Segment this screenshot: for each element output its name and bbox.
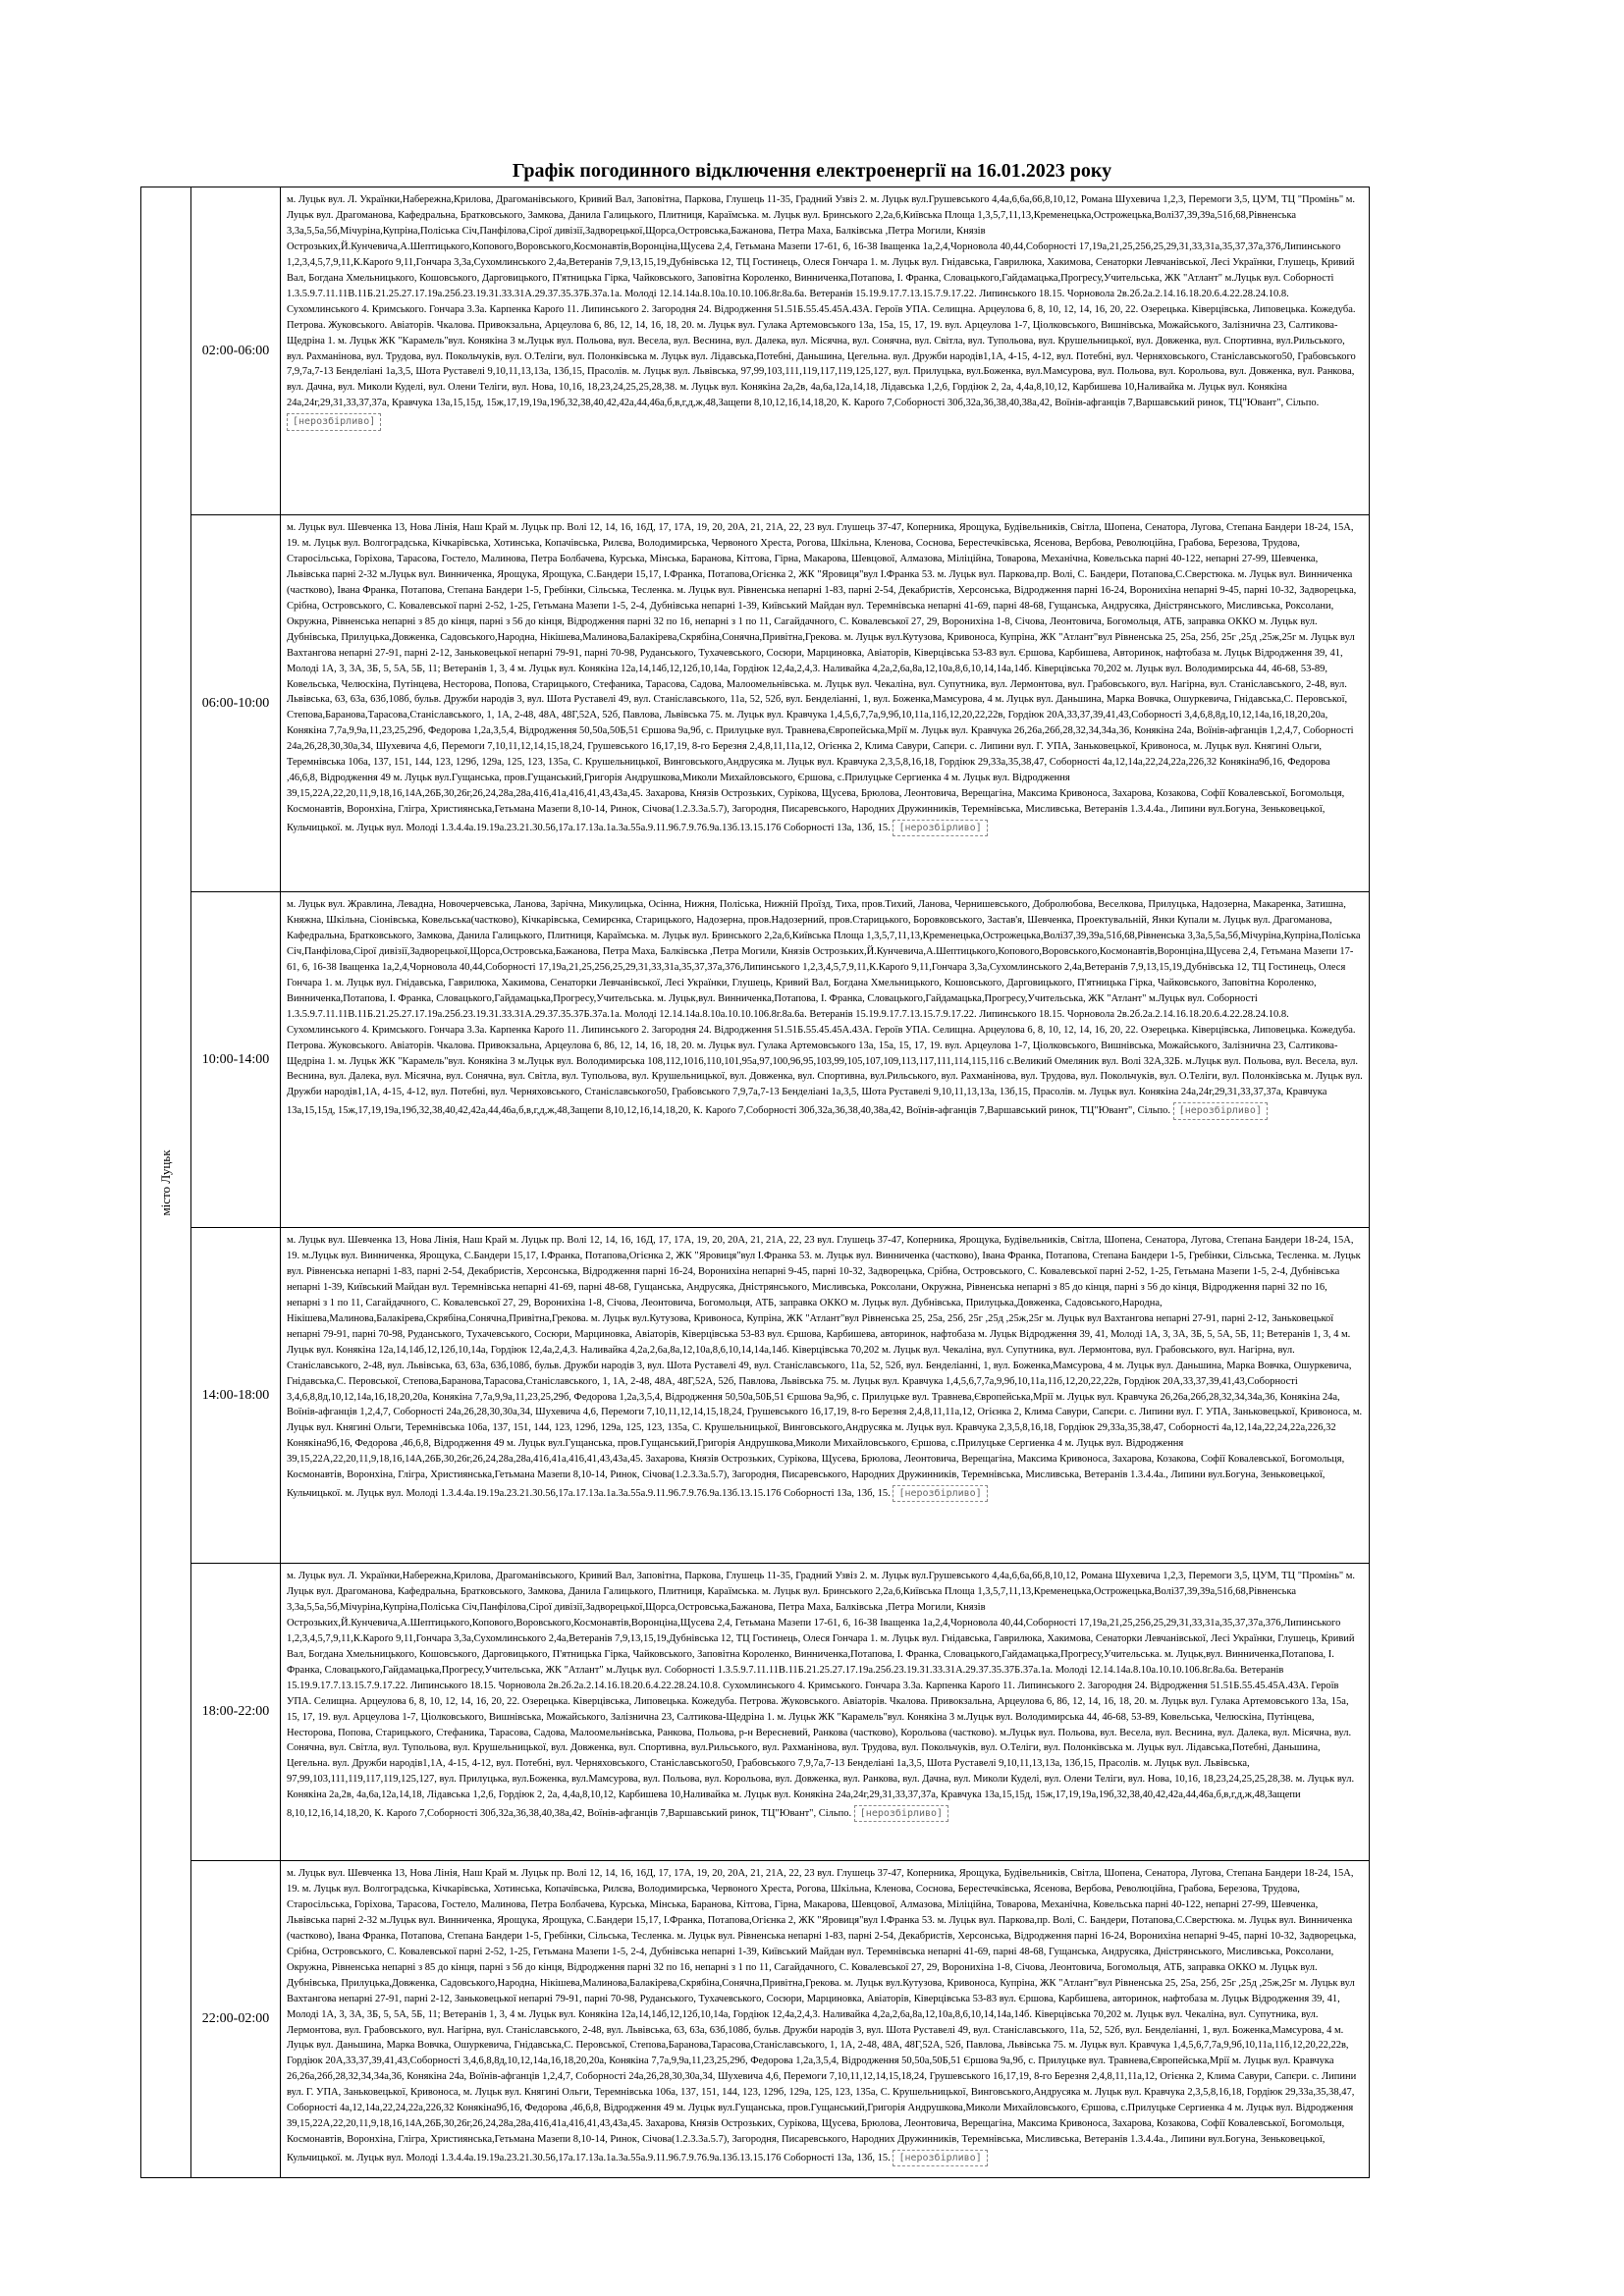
illegible-marker: [нерозбірливо]	[893, 820, 987, 836]
schedule-row	[141, 1861, 1370, 2178]
address-list-text: м. Луцьк вул. Л. Українки,Набережна,Крилова, Драгоманівського, Кривий Вал, Заповітна, Паркова, Глушець 11-35, Градний Узвіз 2. м. Луцьк вул.Грушевського 4,4а,6,6а,66,8,10,12, Романа Шухевича 1,2,3, Перемоги 3,5, ЦУМ, ТЦ "Промінь" м. Луцьк вул. Драгоманова, Кафедральна, Братковського, Замкова, Данила Галицького, Плитниця, Караїмська. м. Луцьк вул. Бринського 2,2а,6,Київська Площа 1,3,5,7,11,13,Кременецька,Острожецька,Волі37,39,39а,51б,68,Рівненська 3,3а,5,5а,5б,Мічуріна,Купріна,Поліська Січ,Панфілова,Сірої дивізії,Задворецької,Щорса,Островська,Бажанова, Петра Маха, Балківська ,Петра Могили, Князів Острозьких,Й.Кунчевича,А.Шептицького,Копового,Воровського,Космонавтів,Воронціна,Щусева 2,4, Гетьмана Мазепи 17-61, 6, 16-38 Іващенка 1а,2,4,Чорновола 40,44,Соборності 17,19а,21,25,256,25,29,31,33,31а,35,37,37а,376,Липинського 1,2,3,4,5,7,9,11,К.Кароґо 9,11,Гончара 3,3а,Сухомлинського 2,4а,Ветеранів 7,9,13,15,19,Дубнівська 12, ТЦ Гостинець, Олеся Гончара 1. м. Луцьк вул. Гнідавська, Гаврилюка, Хакимова, Сенаторки Левчанівської, Лесі Українки, Глушець, Кривий Вал, Богдана Хмельницького, Кошовського, Дарговицького, П'ятницька Гірка, Чайковського, Заповітна Короленко, Винниченка,Потапова, І. Франка, Словацького,Гайдамацька,Прогресу,Учительська, ЖК "Атлант" м.Луцьк вул. Соборності 1.3.5.9.7.11.11В.11Б.21.25.27.17.19а.25б.23.19.31.33.31А.29.37.35.37Б.37а.1а. Молоді 12.14.14а.8.10а.10.10.106.8г.8а.6а. Ветеранів 15.19.9.17.7.13.15.7.9.17.22. Липинського 18.15. Чорновола 2в.2б.2а.2.14.16.18.20.6.4.22.28.24.10.8. Сухомлинського 4. Кримського. Гончара 3.3а. Карпенка Кароґо 11. Липинського 2. Загородня 24. Відродження 51.51Б.55.45.45А.43А. Героїв УПА. Селищна. Арцеулова 6, 8, 10, 12, 14, 16, 20, 22. Озерецька. Ківерцівська, Липовецька. Кожедуба. Петрова. Жуковського. Авіаторів. Чкалова. Привокзальна, Арцеулова 6, 86, 12, 14, 16, 18, 20. м. Луцьк вул. Гулака Артемовського 13а, 15а, 15, 17, 19. вул. Арцеулова 1-7, Ціолковського, Вишнівська, Можайського, Залізнична 23, Салтикова-Щедріна 1. м. Луцьк ЖК "Карамель"вул. Конякіна 3 м.Луцьк вул. Польова, вул. Весела, вул. Веснина, вул. Далека, вул. Місячна, вул. Сонячна, вул. Світла, вул. Тупольова, вул. Крушельницької, вул. Довженка, вул. Спортивна, вул.Рильського, вул. Рахманінова, вул. Трудова, вул. Покольчуків, вул. О.Теліги, вул. Полонківська м. Луцьк вул. Лідавська,Потебні, Даньшина, Цегельна. вул. Дружби народів1,1А, 4-15, 4-12, вул. Потебні, вул. Черняховського, Станіславського50, Грабовського 7,9,7а,7-13 Бенделіані 1а,3,5, Шота Руставелі 9,10,11,13,13а, 13б,15, Прасолів. м. Луцьк вул. Львівська, 97,99,103,111,119,117,119,125,127, вул. Прилуцька, вул.Боженка, вул.Мамсурова, вул. Польова, вул. Корольова, вул. Довженка, вул. Ранкова, вул. Дачна, вул. Миколи Куделі, вул. Олени Теліги, вул. Нова, 10,16, 18,23,24,25,25,28,38. м. Луцьк вул. Конякіна 2а,2в, 4а,6а,12а,14,18, Лідавська 1,2,6, Гордіюк 2, 2а, 4,4а,8,10,12, Карбишева 10,Наливайка м. Луцьк вул. Конякіна 24а,24г,29,31,33,37,37а, Кравчука 13а,15,15д, 15ж,17,19,19а,19б,32,38,40,42,42а,44,46а,б,в,г,д,ж,48,Защепи 8,10,12,16,14,18,20, К. Кароґо 7,Соборності 30б,32а,36,38,40,38а,42, Воїнів-афганців 7,Варшавський ринок, ТЦ"Ювант", Сільпо.	[287, 194, 1356, 409]
illegible-marker: [нерозбірливо]	[893, 1485, 987, 1502]
address-list-text: м. Луцьк вул. Л. Українки,Набережна,Крилова, Драгоманівського, Кривий Вал, Заповітна, Паркова, Глушець 11-35, Градний Узвіз 2. м. Луцьк вул.Грушевського 4,4а,6,6а,66,8,10,12, Романа Шухевича 1,2,3, Перемоги 3,5, ЦУМ, ТЦ "Промінь" м. Луцьк вул. Драгоманова, Кафедральна, Братковського, Замкова, Данила Галицького, Плитниця, Караїмська. м. Луцьк вул. Бринського 2,2а,6,Київська Площа 1,3,5,7,11,13,Кременецька,Острожецька,Волі37,39,39а,51б,68,Рівненська 3,3а,5,5а,5б,Мічуріна,Купріна,Поліська Січ,Панфілова,Сірої дивізії,Задворецької,Щорса,Островська,Бажанова, Петра Маха, Балківська ,Петра Могили, Князів Острозьких,Й.Кунчевича,А.Шептицького,Копового,Воровського,Космонавтів,Воронціна,Щусева 2,4, Гетьмана Мазепи 17-61, 6, 16-38 Іващенка 1а,2,4,Чорновола 40,44,Соборності 17,19а,21,25,256,25,29,31,33,31а,35,37,37а,376,Липинського 1,2,3,4,5,7,9,11,К.Кароґо 9,11,Гончара 3,3а,Сухомлинського 2,4а,Ветеранів 7,9,13,15,19,Дубнівська 12, ТЦ Гостинець, Олеся Гончара 1. м. Луцьк вул. Гнідавська, Гаврилюка, Хакимова, Сенаторки Левчанівської, Лесі Українки, Глушець, Кривий Вал, Богдана Хмельницького, Кошовського, Дарговицького, П'ятницька Гірка, Чайковського, Заповітна Короленко, Винниченка,Потапова, І. Франка, Словацького,Гайдамацька,Прогресу,Учительська. м. Луцьк,вул. Винниченка,Потапова, І. Франка, Словацького,Гайдамацька,Прогресу,Учительська, ЖК "Атлант" м.Луцьк вул. Соборності 1.3.5.9.7.11.11В.11Б.21.25.27.17.19а.25б.23.19.31.33.31А.29.37.35.37Б.37а.1а. Молоді 12.14.14а.8.10а.10.10.106.8г.8а.6а. Ветеранів 15.19.9.17.7.13.15.7.9.17.22. Липинського 18.15. Чорновола 2в.2б.2а.2.14.16.18.20.6.4.22.28.24.10.8. Сухомлинського 4. Кримського. Гончара 3.3а. Карпенка Кароґо 11. Липинського 2. Загородня 24. Відродження 51.51Б.55.45.45А.43А. Героїв УПА. Селищна. Арцеулова 6, 8, 10, 12, 14, 16, 20, 22. Озерецька. Ківерцівська, Липовецька. Кожедуба. Петрова. Жуковського. Авіаторів. Чкалова. Привокзальна, Арцеулова 6, 86, 12, 14, 16, 18, 20. м. Луцьк вул. Гулака Артемовського 13а, 15а, 15, 17, 19. вул. Арцеулова 1-7, Ціолковського, Вишнівська, Можайського, Залізнична 23, Салтикова-Щедріна 1. м. Луцьк ЖК "Карамель"вул. Конякіна 3 м.Луцьк вул. Володимирська 44, 46-68, 53-89, Ковельська, Челюскіна, Путінцева, Несторова, Попова, Старицького, Стефаника, Тарасова, Садова, Малоомельнівська, Ранкова, Польова, р-н Вересневий, Ранкова (частково), Корольова (частково). м.Луцьк вул. Польова, вул. Весела, вул. Веснина, вул. Далека, вул. Місячна, вул. Сонячна, вул. Світла, вул. Тупольова, вул. Крушельницької, вул. Довженка, вул. Спортивна, вул.Рильського, вул. Рахманінова, вул. Трудова, вул. Покольчуків, вул. О.Теліги, вул. Полонківська м. Луцьк вул. Лідавська,Потебні, Даньшина, Цегельна. вул. Дружби народів1,1А, 4-15, 4-12, вул. Потебні, вул. Черняховського, Станіславського50, Грабовського 7,9,7а,7-13 Бенделіані 1а,3,5, Шота Руставелі 9,10,11,13,13а, 13б,15, Прасолів. м. Луцьк вул. Львівська, 97,99,103,111,119,117,119,125,127, вул. Прилуцька, вул.Боженка, вул.Мамсурова, вул. Польова, вул. Корольова, вул. Довженка, вул. Ранкова, вул. Дачна, вул. Миколи Куделі, вул. Олени Теліги, вул. Нова, 10,16, 18,23,24,25,25,28,38. м. Луцьк вул. Конякіна 2а,2в, 4а,6а,12а,14,18, Лідавська 1,2,6, Гордіюк 2, 2а, 4,4а,8,10,12, Карбишева 10,Наливайка м. Луцьк вул. Конякіна 24а,24г,29,31,33,37,37а, Кравчука 13а,15,15д, 15ж,17,19,19а,19б,32,38,40,42,42а,44,46а,б,в,г,д,ж,48,Защепи 8,10,12,16,14,18,20, К. Кароґо 7,Соборності 30б,32а,36,38,40,38а,42, Воїнів-афганців 7,Варшавський ринок, ТЦ"Ювант", Сільпо.	[287, 1571, 1356, 1820]
address-list	[281, 187, 1370, 515]
schedule-row	[141, 187, 1370, 515]
address-list-text: м. Луцьк вул. Жравлина, Левадна, Новочерчевська, Ланова, Зарічна, Микулицька, Осінна, Нижня, Поліська, Нижній Проїзд, Тиха, пров.Тихий, Ланова, Чернишевського, Добролюбова, Веселкова, Прилуцька, Надозерна, Макаренка, Затишна, Княжна, Шкільна, Сіонівська, Ковельська(частково), Кічкарівська, Семирєнка, Старицького, Надозерна, пров.Надозерний, пров.Старицького, Боровковського, Застав'я, Шевченка, Проектувальній, Янки Купали м. Луцьк вул. Драгоманова, Кафедральна, Братковського, Замкова, Данила Галицького, Плитниця, Караїмська. м. Луцьк вул. Бринського 2,2а,6,Київська Площа 1,3,5,7,11,13,Кременецька,Острожецька,Волі37,39,39а,51б,68,Рівненська 3,3а,5,5а,5б,Мічуріна,Купріна,Поліська Січ,Панфілова,Сірої дивізії,Задворецької,Щорса,Островська,Бажанова, Петра Маха, Балківська ,Петра Могили, Князів Острозьких,Й.Кунчевича,А.Шептицького,Копового,Воровського,Космонавтів,Воронціна,Щусева 2,4, Гетьмана Мазепи 17-61, 6, 16-38 Іващенка 1а,2,4,Чорновола 40,44,Соборності 17,19а,21,25,256,25,29,31,33,31а,35,37,37а,376,Липинського 1,2,3,4,5,7,9,11,К.Кароґо 9,11,Гончара 3,3а,Сухомлинського 2,4а,Ветеранів 7,9,13,15,19,Дубнівська 12, ТЦ Гостинець, Олеся Гончара 1. м. Луцьк вул. Гнідавська, Гаврилюка, Хакимова, Сенаторки Левчанівської, Лесі Українки, Глушець, Кривий Вал, Богдана Хмельницького, Кошовського, Дарговицького, П'ятницька Гірка, Чайковського, Заповітна Короленко, Винниченка,Потапова, І. Франка, Словацького,Гайдамацька,Прогресу,Учительська. м. Луцьк,вул. Винниченка,Потапова, І. Франка, Словацького,Гайдамацька,Прогресу,Учительська, ЖК "Атлант" м.Луцьк вул. Соборності 1.3.5.9.7.11.11В.11Б.21.25.27.17.19а.25б.23.19.31.33.31А.29.37.35.37Б.37а.1а. Молоді 12.14.14а.8.10а.10.10.106.8г.8а.6а. Ветеранів 15.19.9.17.7.13.15.7.9.17.22. Липинського 18.15. Чорновола 2в.2б.2а.2.14.16.18.20.6.4.22.28.24.10.8. Сухомлинського 4. Кримського. Гончара 3.3а. Карпенка Кароґо 11. Липинського 2. Загородня 24. Відродження 51.51Б.55.45.45А.43А. Героїв УПА. Селищна. Арцеулова 6, 8, 10, 12, 14, 16, 20, 22. Озерецька. Ківерцівська, Липовецька. Кожедуба. Петрова. Жуковського. Авіаторів. Чкалова. Привокзальна, Арцеулова 6, 86, 12, 14, 16, 18, 20. м. Луцьк вул. Гулака Артемовського 13а, 15а, 15, 17, 19. вул. Арцеулова 1-7, Ціолковського, Вишнівська, Можайського, Залізнична 23, Салтикова-Щедріна 1. м. Луцьк ЖК "Карамель"вул. Конякіна 3 м.Луцьк вул. Володимирська 108,112,1016,110,101,95а,97,100,96,95,103,99,105,107,109,113,117,111,114,115,116 с.Великий Омеляник вул. Волі 32А,32Б. м.Луцьк вул. Польова, вул. Весела, вул. Веснина, вул. Далека, вул. Місячна, вул. Сонячна, вул. Світла, вул. Тупольова, вул. Крушельницької, вул. Довженка, вул. Спортивна, вул.Рильського, вул. Рахманінова, вул. Трудова, вул. Покольчуків, вул. О.Теліги, вул. Полонківська м. Луцьк вул. Дружби народів1,1А, 4-15, 4-12, вул. Потебні, вул. Черняховського, Станіславського50, Грабовського 7,9,7а,7-13 Бенделіані 1а,3,5, Шота Руставелі 9,10,11,13,13а, 13б,15, Прасолів. м. Луцьк вул. Конякіна 24а,24г,29,31,33,37,37а, Кравчука 13а,15,15д, 15ж,17,19,19а,19б,32,38,40,42,42а,44,46а,б,в,г,д,ж,48,Защепи 8,10,12,16,14,18,20, К. Кароґо 7,Соборності 30б,32а,36,38,40,38а,42, Воїнів-афганців 7,Варшавський ринок, ТЦ"Ювант", Сільпо.	[287, 899, 1363, 1117]
time-slot: 06:00-10:00	[191, 515, 281, 892]
address-list-text: м. Луцьк вул. Шевченка 13, Нова Лінія, Наш Край м. Луцьк пр. Волі 12, 14, 16, 16Д, 17, 17А, 19, 20, 20А, 21, 21А, 22, 23 вул. Глушець 37-47, Коперника, Ярощука, Будівельників, Світла, Шопена, Сенатора, Лугова, Степана Бандери 18-24, 15А, 19. м. Луцьк вул. Волгоградська, Кічкарівська, Хотинська, Копачівська, Рилєва, Володимирська, Червоного Хреста, Рогова, Шкільна, Кленова, Соснова, Берестечківська, Ясенова, Вербова, Революційна, Грабова, Березова, Трудова, Старосільська, Горіхова, Тарасова, Гостело, Малинова, Петра Болбачева, Курська, Мінська, Баранова, Кітгова, Гірна, Макарова, Шевцової, Алмазова, Міліційна, Товарова, Механічна, Ковельська парні 40-122, непарні 27-99, Шевченка, Львівська парні 2-32 м.Луцьк вул. Винниченка, Ярощука, Ярощука, С.Бандери 15,17, І.Франка, Потапова,Огієнка 2, ЖК "Яровиця"вул І.Франка 53. м. Луцьк вул. Паркова,пр. Волі, С. Бандери, Потапова,С.Сверстюка. м. Луцьк вул. Винниченка (частково), Івана Франка, Потапова, Степана Бандери 1-5, Гребінки, Сільська, Тесленка. м. Луцьк вул. Рівненська непарні 1-83, парні 2-54, Декабристів, Херсонська, Відродження парні 16-24, Воронихіна непарні 9-45, парні 10-32, Задворецька, Срібна, Островського, С. Ковалевської парні 2-52, 1-25, Гетьмана Мазепи 1-5, 2-4, Дубнівська непарні 1-39, Київський Майдан вул. Теремнівська непарні 41-69, парні 48-68, Гущанська, Андрусяка, Дністрянського, Мисливська, Роксолани, Окружна, Рівненська непарні з 85 до кінця, парні з 56 до кінця, Відродження парні 32 по 16, непарні з 1 по 11, Сагайдачного, С. Ковалевської 27, 29, Воронихіна 1-8, Січова, Леонтовича, Богомольця, АТБ, заправка ОККО м. Луцьк вул. Дубнівська, Прилуцька,Довженка, Садовського,Народна, Нікішева,Малинова,Балакірева,Скрябіна,Сонячна,Привітна,Грекова. м. Луцьк вул.Кутузова, Кривоноса, Купріна, ЖК "Атлант"вул Рівненська 25, 25а, 25б, 25г ,25д ,25ж,25г м. Луцьк вул Вахтангова непарні 27-91, парні 2-12, Заньковецької непарні 79-91, парні 70-98, Руданського, Тухачевського, Сосюри, Марциновка, Авіаторів, Ківерцівська 53-83 вул. Єршова, Карбишева, авторинок, нафтобаза м. Луцьк Відродження 39, 41, Молоді 1А, 3, 3А, 3Б, 5, 5А, 5Б, 11; Ветеранів 1, 3, 4 м. Луцьк вул. Конякіна 12а,14,14б,12,12б,10,14а, Гордіюк 12,4а,2,4,3. Наливайка 4,2а,2,6а,8а,12,10а,8,6,10,14,14а,14б. Ківерцівська 70,202 м. Луцьк вул. Чекаліна, вул. Супутника, вул. Лермонтова, вул. Грабовського, вул. Нагірна, вул. Станіславського, 2-48, вул. Львівська, 63, 63а, 63б,108б, бульв. Дружби народів 3, вул. Шота Руставелі 49, вул. Станіславського, 11а, 52, 52б, вул. Бенделіанні, 1, вул. Боженка,Мамсурова, 4 м. Луцьк вул. Даньшина, Марка Вовчка, Ошуркевича, Гнідавська,С. Перовської, Степова,Баранова,Тарасова,Станіславського, 1, 1А, 2-48, 48А, 48Г,52А, 52б, Павлова, Львівська 75. м. Луцьк вул. Кравчука 1,4,5,6,7,7а,9,9б,10,11а,11б,12,20,22,22в, Гордіюк 20А,33,37,39,41,43,Соборності 3,4,6,8,8д,10,12,14а,16,18,20,20а, Конякіна 7,7а,9,9а,11,23,25,29б, Федорова 1,2а,3,5,4, Відродження 50,50а,50Б,51 Єршова 9а,9б, с. Прилуцьке вул. Травнева,Європейська,Мрії м. Луцьк вул. Кравчука 26,26а,26б,28,32,34,34а,36, Конякіна 24а, Воїнів-афганців 1,2,4,7, Соборності 24а,26,28,30,30а,34, Шухевича 4,6, Перемоги 7,10,11,12,14,15,18,24, Грушевського 16,17,19, 8-го Березня 2,4,8,11,11а,12, Огієнка 2, Клима Савури, Сапєри. с. Липини вул. Г. УПА, Заньковецької, Кривоноса, м. Луцьк вул. Княгині Ольги, Теремнівська 106а, 137, 151, 144, 123, 129б, 129а, 125, 123, 135а, С. Крушельницької, Винговського,Андрусяка м. Луцьк вул. Кравчука 2,3,5,8,16,18, Гордіюк 29,33а,35,38,47, Соборності 4а,12,14а,22,24,22а,226,32 Конякіна9б,16, Федорова ,46,6,8, Відродження 49 м. Луцьк вул.Гущанська, пров.Гущанський,Григорія Андрушкова,Миколи Михайловського, Єршова, с.Прилуцьке Сергиенка 4 м. Луцьк вул. Відродження 39,15,22А,22,20,11,9,18,16,14А,26Б,30,26г,26,24,28а,28а,416,41а,416,41,43,43а,45. Захарова, Князів Острозьких, Сурікова, Щусева, Брюлова, Леонтовича, Верещагіна, Максима Кривоноса, Захарова, Козакова, Софії Ковалевської, Богомольця, Космонавтів, Воронхіна, Глігра, Християнська,Гетьмана Мазепи 8,10-14, Ринок, Січова(1.2.3.3а.5.7), Загородня, Писаревського, Народних Дружинників, Теремнівська, Мисливська, Ветеранів 1.3.4.4а., Липини вул.Богуна, Зеньковецької, Кульчицької. м. Луцьк вул. Молоді 1.3.4.4а.19.19а.23.21.30.56,17а.17.13а.1а.3а.55а.9.11.96.7.9.76.9а.13б.13.15.176 Соборності 13а, 13б, 15.	[287, 1868, 1357, 2164]
time-slot: 10:00-14:00	[191, 892, 281, 1228]
address-list	[281, 1861, 1370, 2178]
outage-schedule-table	[140, 187, 1370, 2178]
address-list	[281, 1564, 1370, 1861]
schedule-row	[141, 1228, 1370, 1564]
illegible-marker: [нерозбірливо]	[1173, 1102, 1268, 1119]
page-title: Графік погодинного відключення електроенергії на 16.01.2023 року	[512, 160, 1112, 182]
address-list	[281, 515, 1370, 892]
schedule-row	[141, 1564, 1370, 1861]
schedule-row	[141, 515, 1370, 892]
time-slot: 14:00-18:00	[191, 1228, 281, 1564]
schedule-row	[141, 892, 1370, 1228]
address-list-text: м. Луцьк вул. Шевченка 13, Нова Лінія, Наш Край м. Луцьк пр. Волі 12, 14, 16, 16Д, 17, 17А, 19, 20, 20А, 21, 21А, 22, 23 вул. Глушець 37-47, Коперника, Ярощука, Будівельників, Світла, Шопена, Сенатора, Лугова, Степана Бандери 18-24, 15А, 19. м.Луцьк вул. Винниченка, Ярощука, С.Бандери 15,17, І.Франка, Потапова,Огієнка 2, ЖК "Яровиця"вул І.Франка 53. м. Луцьк вул. Винниченка (частково), Івана Франка, Потапова, Степана Бандери 1-5, Гребінки, Сільська, Тесленка. м. Луцьк вул. Рівненська непарні 1-83, парні 2-54, Декабристів, Херсонська, Відродження парні 16-24, Воронихіна непарні 9-45, парні 10-32, Задворецька, Срібна, Островського, С. Ковалевської парні 2-52, 1-25, Гетьмана Мазепи 1-5, 2-4, Дубнівська непарні 1-39, Київський Майдан вул. Теремнівська непарні 41-69, парні 48-68, Гущанська, Андрусяка, Дністрянського, Мисливська, Роксолани, Окружна, Рівненська непарні з 85 до кінця, парні з 56 до кінця, Відродження парні 32 по 16, непарні з 1 по 11, Сагайдачного, С. Ковалевської 27, 29, Воронихіна 1-8, Січова, Леонтовича, Богомольця, АТБ, заправка ОККО м. Луцьк вул. Дубнівська, Прилуцька,Довженка, Садовського,Народна, Нікішева,Малинова,Балакірева,Скрябіна,Сонячна,Привітна,Грекова. м. Луцьк вул.Кутузова, Кривоноса, Купріна, ЖК "Атлант"вул Рівненська 25, 25а, 25б, 25г ,25д ,25ж,25г м. Луцьк вул Вахтангова непарні 27-91, парні 2-12, Заньковецької непарні 79-91, парні 70-98, Руданського, Тухачевського, Сосюри, Марциновка, Авіаторів, Ківерцівська 53-83 вул. Єршова, Карбишева, авторинок, нафтобаза м. Луцьк Відродження 39, 41, Молоді 1А, 3, 3А, 3Б, 5, 5А, 5Б, 11; Ветеранів 1, 3, 4 м. Луцьк вул. Конякіна 12а,14,14б,12,12б,10,14а, Гордіюк 12,4а,2,4,3. Наливайка 4,2а,2,6а,8а,12,10а,8,6,10,14,14а,14б. Ківерцівська 70,202 м. Луцьк вул. Чекаліна, вул. Супутника, вул. Лермонтова, вул. Грабовського, вул. Нагірна, вул. Станіславського, 2-48, вул. Львівська, 63, 63а, 63б,108б, бульв. Дружби народів 3, вул. Шота Руставелі 49, вул. Станіславського, 11а, 52, 52б, вул. Бенделіанні, 1, вул. Боженка,Мамсурова, 4 м. Луцьк вул. Даньшина, Марка Вовчка, Ошуркевича, Гнідавська,С. Перовської, Степова,Баранова,Тарасова,Станіславського, 1, 1А, 2-48, 48А, 48Г,52А, 52б, Павлова, Львівська 75. м. Луцьк вул. Кравчука 1,4,5,6,7,7а,9,9б,10,11а,11б,12,20,22,22в, Гордіюк 20А,33,37,39,41,43,Соборності 3,4,6,8,8д,10,12,14а,16,18,20,20а, Конякіна 7,7а,9,9а,11,23,25,29б, Федорова 1,2а,3,5,4, Відродження 50,50а,50Б,51 Єршова 9а,9б, с. Прилуцьке вул. Травнева,Європейська,Мрії м. Луцьк вул. Кравчука 26,26а,26б,28,32,34,34а,36, Конякіна 24а, Воїнів-афганців 1,2,4,7, Соборності 24а,26,28,30,30а,34, Шухевича 4,6, Перемоги 7,10,11,12,14,15,18,24, Грушевського 16,17,19, 8-го Березня 2,4,8,11,11а,12, Огієнка 2, Клима Савури, Сапєри. с. Липини вул. Г. УПА, Заньковецької, Кривоноса, м. Луцьк вул. Княгині Ольги, Теремнівська 106а, 137, 151, 144, 123, 129б, 129а, 125, 123, 135а, С. Крушельницької, Винговського,Андрусяка м. Луцьк вул. Кравчука 2,3,5,8,16,18, Гордіюк 29,33а,35,38,47, Соборності 4а,12,14а,22,24,22а,226,32 Конякіна9б,16, Федорова ,46,6,8, Відродження 49 м. Луцьк вул.Гущанська, пров.Гущанський,Григорія Андрушкова,Миколи Михайловського, Єршова, с.Прилуцьке Сергиенка 4 м. Луцьк вул. Відродження 39,15,22А,22,20,11,9,18,16,14А,26Б,30,26г,26,24,28а,28а,416,41а,416,41,43,43а,45. Захарова, Князів Острозьких, Сурікова, Щусева, Брюлова, Леонтовича, Верещагіна, Максима Кривоноса, Захарова, Козакова, Софії Ковалевської, Богомольця, Космонавтів, Воронхіна, Глігра, Християнська,Гетьмана Мазепи 8,10-14, Ринок, Січова(1.2.3.3а.5.7), Загородня, Писаревського, Народних Дружинників, Теремнівська, Мисливська, Ветеранів 1.3.4.4а., Липини вул.Богуна, Зеньковецької, Кульчицької. м. Луцьк вул. Молоді 1.3.4.4а.19.19а.23.21.30.56,17а.17.13а.1а.3а.55а.9.11.96.7.9.76.9а.13б.13.15.176 Соборності 13а, 13б, 15.	[287, 1235, 1363, 1500]
address-list-text: м. Луцьк вул. Шевченка 13, Нова Лінія, Наш Край м. Луцьк пр. Волі 12, 14, 16, 16Д, 17, 17А, 19, 20, 20А, 21, 21А, 22, 23 вул. Глушець 37-47, Коперника, Ярощука, Будівельників, Світла, Шопена, Сенатора, Лугова, Степана Бандери 18-24, 15А, 19. м. Луцьк вул. Волгоградська, Кічкарівська, Хотинська, Копачівська, Рилєва, Володимирська, Червоного Хреста, Рогова, Шкільна, Кленова, Соснова, Берестечківська, Ясенова, Вербова, Революційна, Грабова, Березова, Трудова, Старосільська, Горіхова, Тарасова, Гостело, Малинова, Петра Болбачева, Курська, Мінська, Баранова, Кітгова, Гірна, Макарова, Шевцової, Алмазова, Міліційна, Товарова, Механічна, Ковельська парні 40-122, непарні 27-99, Шевченка, Львівська парні 2-32 м.Луцьк вул. Винниченка, Ярощука, Ярощука, С.Бандери 15,17, І.Франка, Потапова,Огієнка 2, ЖК "Яровиця"вул І.Франка 53. м. Луцьк вул. Паркова,пр. Волі, С. Бандери, Потапова,С.Сверстюка. м. Луцьк вул. Винниченка (частково), Івана Франка, Потапова, Степана Бандери 1-5, Гребінки, Сільська, Тесленка. м. Луцьк вул. Рівненська непарні 1-83, парні 2-54, Декабристів, Херсонська, Відродження парні 16-24, Воронихіна непарні 9-45, парні 10-32, Задворецька, Срібна, Островського, С. Ковалевської парні 2-52, 1-25, Гетьмана Мазепи 1-5, 2-4, Дубнівська непарні 1-39, Київський Майдан вул. Теремнівська непарні 41-69, парні 48-68, Гущанська, Андрусяка, Дністрянського, Мисливська, Роксолани, Окружна, Рівненська непарні з 85 до кінця, парні з 56 до кінця, Відродження парні 32 по 16, непарні з 1 по 11, Сагайдачного, С. Ковалевської 27, 29, Воронихіна 1-8, Січова, Леонтовича, Богомольця, АТБ, заправка ОККО м. Луцьк вул. Дубнівська, Прилуцька,Довженка, Садовського,Народна, Нікішева,Малинова,Балакірева,Скрябіна,Сонячна,Привітна,Грекова. м. Луцьк вул.Кутузова, Кривоноса, Купріна, ЖК "Атлант"вул Рівненська 25, 25а, 25б, 25г ,25д ,25ж,25г м. Луцьк вул Вахтангова непарні 27-91, парні 2-12, Заньковецької непарні 79-91, парні 70-98, Руданського, Тухачевського, Сосюри, Марциновка, Авіаторів, Ківерцівська 53-83 вул. Єршова, Карбишева, Авторинок, нафтобаза м. Луцьк Відродження 39, 41, Молоді 1А, 3, 3А, 3Б, 5, 5А, 5Б, 11; Ветеранів 1, 3, 4 м. Луцьк вул. Конякіна 12а,14,14б,12,12б,10,14а, Гордіюк 12,4а,2,4,3. Наливайка 4,2а,2,6а,8а,12,10а,8,6,10,14,14а,14б. Ківерцівська 70,202 м. Луцьк вул. Володимирська 44, 46-68, 53-89, Ковельська, Челюскіна, Путінцева, Несторова, Попова, Старицького, Стефаника, Тарасова, Садова, Малоомельнівська. м. Луцьк вул. Чекаліна, вул. Супутника, вул. Лермонтова, вул. Грабовського, вул. Нагірна, вул. Станіславського, 2-48, вул. Львівська, 63, 63а, 63б,108б, бульв. Дружби народів 3, вул. Шота Руставелі 49, вул. Станіславського, 11а, 52, 52б, вул. Бенделіанні, 1, вул. Боженка,Мамсурова, 4 м. Луцьк вул. Даньшина, Марка Вовчка, Ошуркевича, Гнідавська,С. Перовської, Степова,Баранова,Тарасова,Станіславського, 1, 1А, 2-48, 48А, 48Г,52А, 52б, Павлова, Львівська 75. м. Луцьк вул. Кравчука 1,4,5,6,7,7а,9,9б,10,11а,11б,12,20,22,22в, Гордіюк 20А,33,37,39,41,43,Соборності 3,4,6,8,8д,10,12,14а,16,18,20,20а, Конякіна 7,7а,9,9а,11,23,25,29б, Федорова 1,2а,3,5,4, Відродження 50,50а,50Б,51 Єршова 9а,9б, с. Прилуцьке вул. Травнева,Європейська,Мрії м. Луцьк вул. Кравчука 26,26а,26б,28,32,34,34а,36, Конякіна 24а, Воїнів-афганців 1,2,4,7, Соборності 24а,26,28,30,30а,34, Шухевича 4,6, Перемоги 7,10,11,12,14,15,18,24, Грушевського 16,17,19, 8-го Березня 2,4,8,11,11а,12, Огієнка 2, Клима Савури, Сапєри. с. Липини вул. Г. УПА, Заньковецької, Кривоноса, м. Луцьк вул. Княгині Ольги, Теремнівська 106а, 137, 151, 144, 123, 129б, 129а, 125, 123, 135а, С. Крушельницької, Винговського,Андрусяка м. Луцьк вул. Кравчука 2,3,5,8,16,18, Гордіюк 29,33а,35,38,47, Соборності 4а,12,14а,22,24,22а,226,32 Конякіна9б,16, Федорова ,46,6,8, Відродження 49 м. Луцьк вул.Гущанська, пров.Гущанський,Григорія Андрушкова,Миколи Михайловського, Єршова, с.Прилуцьке Сергиенка 4 м. Луцьк вул. Відродження 39,15,22А,22,20,11,9,18,16,14А,26Б,30,26г,26,24,28а,28а,416,41а,416,41,43,43а,45. Захарова, Князів Острозьких, Сурікова, Щусева, Брюлова, Леонтовича, Верещагіна, Максима Кривоноса, Захарова, Козакова, Софії Ковалевської, Богомольця, Космонавтів, Воронхіна, Глігра, Християнська,Гетьмана Мазепи 8,10-14, Ринок, Січова(1.2.3.3а.5.7), Загородня, Писаревського, Народних Дружинників, Теремнівська, Мисливська, Ветеранів 1.3.4.4а., Липини вул.Богуна, Зеньковецької, Кульчицької. м. Луцьк вул. Молоді 1.3.4.4а.19.19а.23.21.30.56,17а.17.13а.1а.3а.55а.9.11.96.7.9.76.9а.13б.13.15.176 Соборності 13а, 13б, 15.	[287, 522, 1357, 834]
time-slot: 02:00-06:00	[191, 187, 281, 515]
city-label: місто Луцьк	[158, 1148, 173, 1216]
time-slot: 22:00-02:00	[191, 1861, 281, 2178]
address-list	[281, 892, 1370, 1228]
illegible-marker: [нерозбірливо]	[287, 413, 381, 430]
time-slot: 18:00-22:00	[191, 1564, 281, 1861]
illegible-marker: [нерозбірливо]	[893, 2150, 987, 2166]
address-list	[281, 1228, 1370, 1564]
city-cell	[141, 187, 191, 2178]
illegible-marker: [нерозбірливо]	[854, 1805, 948, 1822]
